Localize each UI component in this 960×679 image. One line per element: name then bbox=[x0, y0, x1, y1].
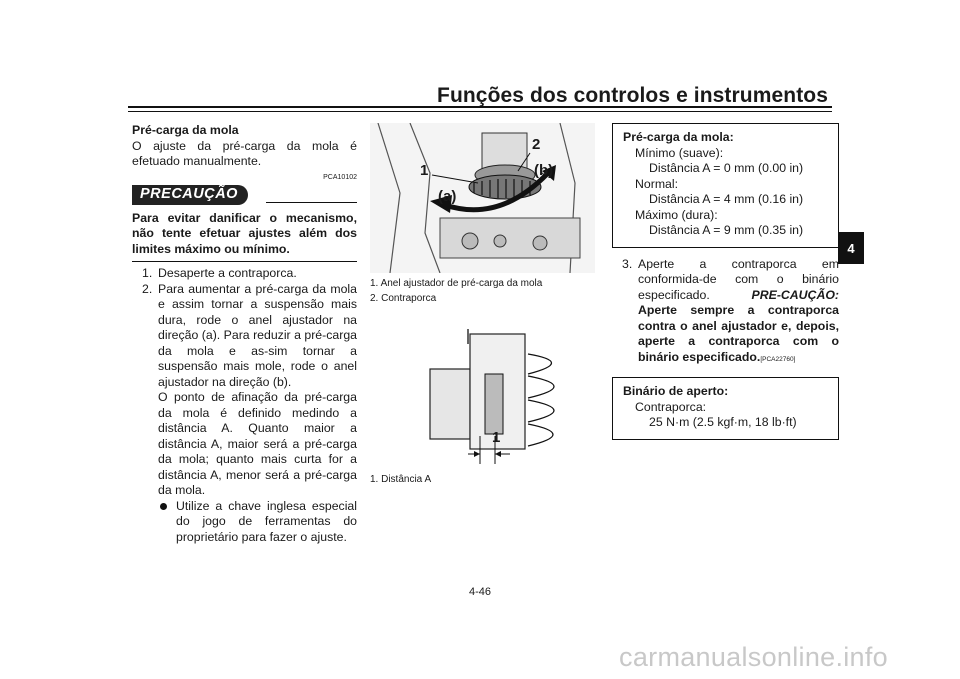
caution-code: PCA10102 bbox=[323, 173, 357, 181]
spec-label: Mínimo (suave): bbox=[635, 145, 724, 160]
figure-label-b: (b) bbox=[534, 162, 554, 179]
bullet-item bbox=[132, 499, 357, 546]
right-column bbox=[612, 123, 839, 449]
figure-label-1: 1 bbox=[420, 162, 429, 179]
figure-distance-a bbox=[400, 324, 590, 464]
step-text: Desaperte a contraporca. bbox=[158, 266, 297, 280]
section-heading: Pré-carga da mola bbox=[132, 123, 239, 137]
step-1 bbox=[132, 266, 357, 282]
intro-paragraph: O ajuste da pré-carga da mola é efetuado manualmente. bbox=[132, 138, 357, 168]
caution-badge: PRECAUÇÃO bbox=[132, 185, 248, 205]
spec-label: Máximo (dura): bbox=[635, 207, 718, 222]
spring-adjuster-illustration bbox=[370, 123, 595, 273]
step-3 bbox=[612, 257, 839, 368]
spec-label: Normal: bbox=[635, 176, 679, 191]
header-rule-thin bbox=[128, 111, 832, 112]
spec-value: 25 N·m (2.5 kgf·m, 18 lb·ft) bbox=[649, 415, 797, 429]
watermark: carmanualsonline.info bbox=[619, 642, 888, 672]
page-header-title: Funções dos controlos e instrumentos bbox=[437, 84, 828, 107]
spec-value: Distância A = 9 mm (0.35 in) bbox=[649, 223, 804, 237]
left-column bbox=[132, 123, 357, 545]
figure-spring-adjuster bbox=[370, 123, 595, 273]
caution-text: Para evitar danificar o mecanismo, não tente efetuar ajustes além dos limites máximo ou mínimo. bbox=[132, 211, 357, 263]
spec-label: Contraporca: bbox=[635, 399, 707, 414]
spec-title: Pré-carga da mola: bbox=[623, 130, 734, 144]
caption-line: 1. Anel ajustador de pré-carga da mola bbox=[370, 278, 543, 289]
figure-label-1: 1 bbox=[492, 429, 501, 446]
inline-caution-text: Aperte sempre a contraporca contra o anel ajustador e, depois, aperte a contraporca com o binário especificado. bbox=[638, 303, 839, 364]
step-2-extra: O ponto de afinação da pré-carga da mola é definido medindo a distância A. Quanto maior a distância A, maior será a pré-carga da mola; quanto mais curta for a distância A, menor será a pré-carga da mola. bbox=[158, 390, 357, 497]
figure-label-a: (a) bbox=[438, 188, 457, 205]
figure-label-2: 2 bbox=[532, 136, 541, 153]
step-text: Aperte a contraporca em conformida-de com o binário especificado. bbox=[638, 256, 839, 302]
spec-value: Distância A = 4 mm (0.16 in) bbox=[649, 192, 804, 206]
middle-column bbox=[370, 123, 595, 487]
step-text: Para aumentar a pré-carga da mola e assim tornar a suspensão mais dura, rode o anel ajustador na direção (a). Para reduzir a pré-carga da mola e as-sim tornar a suspensão mais mole, rode o anel ajustador na direção (b). bbox=[158, 281, 357, 389]
chapter-tab[interactable]: 4 bbox=[838, 232, 864, 264]
bullet-dot-icon bbox=[160, 503, 167, 510]
page-number: 4-46 bbox=[468, 586, 492, 598]
step-number: 1. bbox=[142, 266, 153, 280]
inline-caution-code: [PCA22760] bbox=[760, 355, 796, 363]
step-number: 2. bbox=[142, 281, 153, 296]
figure-1-captions bbox=[370, 276, 595, 306]
caution-rule bbox=[266, 202, 357, 203]
spec-title: Binário de aperto: bbox=[623, 384, 729, 398]
figure-2-captions bbox=[370, 472, 595, 487]
header-rule bbox=[128, 106, 832, 108]
spec-box-torque bbox=[612, 377, 839, 440]
caution-header bbox=[132, 185, 357, 205]
spec-box-preload bbox=[612, 123, 839, 248]
step-number: 3. bbox=[622, 256, 633, 271]
steps-list bbox=[132, 266, 357, 390]
bullet-text: Utilize a chave inglesa especial do jogo de ferramentas do proprietário para fazer o ajuste. bbox=[176, 498, 357, 544]
step-2 bbox=[132, 282, 357, 391]
caption-line: 2. Contraporca bbox=[370, 293, 437, 304]
caption-line: 1. Distância A bbox=[370, 474, 432, 485]
spec-value: Distância A = 0 mm (0.00 in) bbox=[649, 161, 804, 175]
inline-caution-label: PRE-CAUÇÃO: bbox=[751, 287, 839, 302]
